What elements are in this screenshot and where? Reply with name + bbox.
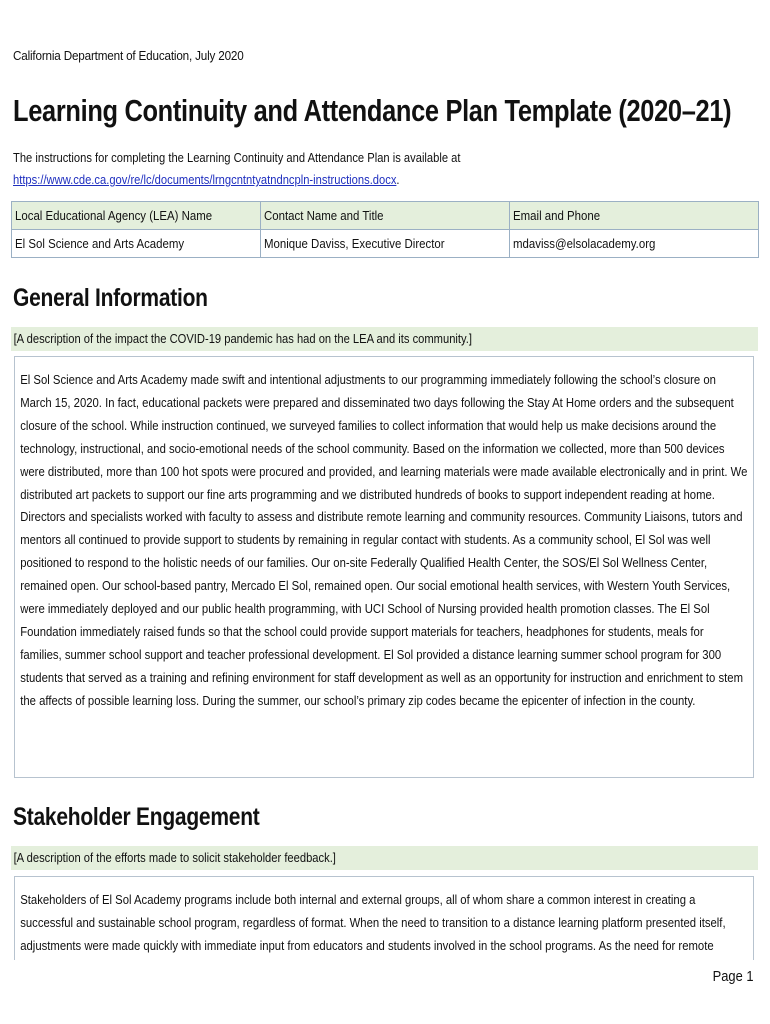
stakeholder-engagement-response-box xyxy=(14,876,754,960)
stakeholder-engagement-heading: Stakeholder Engagement xyxy=(13,803,260,831)
table-header-cell xyxy=(12,202,261,230)
stakeholder-engagement-prompt xyxy=(11,846,758,870)
instructions-text: The instructions for completing the Learning Continuity and Attendance Plan is available at xyxy=(13,150,461,165)
contact-name-header: Contact Name and Title xyxy=(264,208,384,223)
general-information-heading: General Information xyxy=(13,284,208,312)
email-phone-header: Email and Phone xyxy=(513,208,601,223)
email-value: mdaviss@elsolacademy.org xyxy=(513,236,656,251)
document-source-note: California Department of Education, July 2020 xyxy=(13,48,244,63)
lea-name-header: Local Educational Agency (LEA) Name xyxy=(15,208,213,223)
general-information-prompt-text: [A description of the impact the COVID-19 pandemic has had on the LEA and its community.] xyxy=(13,331,473,346)
table-header-cell xyxy=(261,202,510,230)
general-information-response: El Sol Science and Arts Academy made swift and intentional adjustments to our programming immediately following the school’s closure on March 15, 2020. In fact, educational packets were prepared and disseminated two days following the Stay At Home orders and the subsequent closure of the school. While instruction continued, we surveyed families to collect information that would help us make decisions around the technology, instructional, and socio-emotional needs of the school community. Based on the information we collected, more than 500 devices were distributed, more than 100 hot spots were procured and provided, and learning materials were made available electronically and in print. We distributed art packets to support our fine arts programming and we distributed hundreds of books to support independent reading at home. Directors and specialists worked with faculty to assess and distribute remote learning and community resources. Community Liaisons, tutors and mentors all continued to provide support to students by remaining in regular contact with students. As a community school, El Sol was well positioned to respond to the holistic needs of our families. Our on-site Federally Qualified Health Center, the SOS/El Sol Wellness Center, remained open. Our school-based pantry, Mercado El Sol, remained open. Our social emotional health services, with Western Youth Services, were immediately deployed and our public health programming, with UCI School of Nursing provided health promotion classes. The El Sol Foundation immediately raised funds so that the school could provide support materials for teachers, headphones for students, meals for families, summer school support and teacher professional development. El Sol provided a distance learning summer school program for 300 students that served as a training and refining environment for staff development as well as an opportunity for instruction and enrichment to stem the affects of possible learning loss. During the summer, our school’s primary zip codes became the epicenter of infection in the county. xyxy=(20,372,748,708)
page-title: Learning Continuity and Attendance Plan Template (2020–21) xyxy=(13,93,732,128)
page-number: Page 1 xyxy=(713,968,754,985)
table-cell xyxy=(510,230,759,258)
instructions-link[interactable]: https://www.cde.ca.gov/re/lc/documents/lrngcntntyatndncpln-instructions.docx xyxy=(13,172,397,187)
table-header-row xyxy=(12,202,759,230)
lea-name-value: El Sol Science and Arts Academy xyxy=(15,236,185,251)
general-information-prompt xyxy=(11,327,758,351)
contact-name-value: Monique Daviss, Executive Director xyxy=(264,236,445,251)
lea-contact-table xyxy=(11,201,759,258)
instructions-intro xyxy=(13,147,460,191)
stakeholder-engagement-response: Stakeholders of El Sol Academy programs include both internal and external groups, all of whom share a common interest in creating a successful and sustainable school program, regardless of format. When the need to transition to a distance learning platform presented itself, adjustments were made quickly with immediate input from educators and students involved in the school programs. As the need for remote xyxy=(20,892,726,953)
instructions-trailing-punctuation: . xyxy=(396,172,400,187)
stakeholder-engagement-prompt-text: [A description of the efforts made to solicit stakeholder feedback.] xyxy=(13,850,336,865)
table-cell xyxy=(12,230,261,258)
table-row xyxy=(12,230,759,258)
general-information-response-box xyxy=(14,356,754,778)
table-header-cell xyxy=(510,202,759,230)
table-cell xyxy=(261,230,510,258)
